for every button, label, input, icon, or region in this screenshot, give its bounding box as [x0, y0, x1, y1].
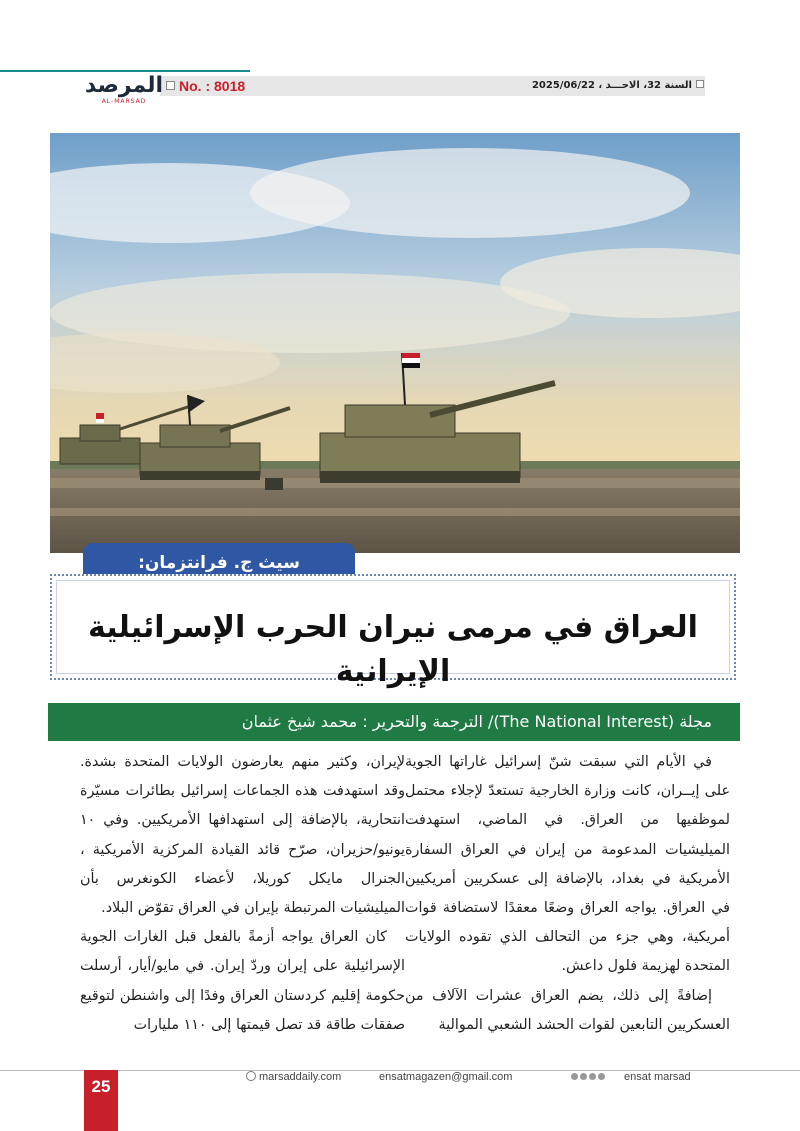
article-photo-iraqi-artillery: [50, 133, 740, 553]
youtube-icon[interactable]: [598, 1073, 605, 1080]
square-bullet-icon: [166, 81, 175, 90]
footer-email[interactable]: ensatmagazen@gmail.com: [379, 1071, 513, 1083]
issue-date: [532, 76, 704, 96]
article-column-right: [405, 748, 730, 1040]
author-name-tab: سيث ج. فرانتزمان:: [83, 543, 355, 583]
twitter-icon[interactable]: [580, 1073, 587, 1080]
instagram-icon[interactable]: [589, 1073, 596, 1080]
top-decorative-rule: [0, 70, 250, 72]
social-icons: [571, 1073, 605, 1080]
paragraph: لإيران، وكثير منهم يعارضون الولايات المتحدة بشدة. وقد استهدفت هذه الجماعات إسرائيل بطائرات مسيّرة انتحارية، بالإضافة إلى استهدافها الأمريكيين. وفي ١٠ يونيو/حزيران، صرّح قائد القيادة المركزية الأمريكية ، الجنرال مايكل كوريلا، لأعضاء الكونغرس بأن الميليشيات المرتبطة بإيران في العراق تقوّض البلاد.: [80, 754, 405, 917]
paragraph: في الأيام التي سبقت شنّ إسرائيل غاراتها الجوية على إيــران، كانت وزارة الخارجية تستعدّ لإجلاء محتمل لموظفيها من العراق. في الماضي، استهدفت الميليشيات المدعومة من إيران في العراق السفارة الأمريكية في بغداد، بالإضافة إلى عسكريين أمريكيين في العراق. يواجه العراق وضعًا معقدًا لاستضافة قوات أمريكية، وهي جزء من التحالف الذي تقوده الولايات المتحدة لهزيمة فلول داعش.: [405, 754, 730, 975]
paragraph: كان العراق يواجه أزمةً بالفعل قبل الغارات الجوية الإسرائيلية على إيران وردّ إيران. في مايو/أيار، أرسلت حكومة إقليم كردستان العراق وفدًا إلى واشنطن لتوقيع صفقات طاقة قد تصل قيمتها إلى ١١٠ مليارات: [80, 929, 405, 1033]
logo-subtitle: AL-MARSAD: [101, 98, 147, 105]
paragraph: إضافةً إلى ذلك، يضم العراق عشرات الآلاف من العسكريين التابعين لقوات الحشد الشعبي الموالية: [405, 987, 730, 1033]
facebook-icon[interactable]: [571, 1073, 578, 1080]
footer-website[interactable]: [246, 1071, 341, 1083]
issue-number-text: No. : 8018: [179, 78, 246, 94]
source-and-translator-bar: مجلة (The National Interest)/ الترجمة والتحرير : محمد شيخ عثمان: [48, 703, 740, 741]
page-number: 25: [84, 1070, 118, 1131]
issue-date-text: السنة 32، الاحـــد ، 2025/06/22: [531, 80, 692, 91]
title-frame: [50, 574, 736, 689]
issue-number: [166, 76, 245, 96]
article-title: العراق في مرمى نيران الحرب الإسرائيلية الإيرانية: [88, 610, 698, 689]
globe-icon: [246, 1071, 256, 1081]
logo-wordmark: المرصد: [84, 73, 164, 98]
website-text: marsaddaily.com: [259, 1071, 342, 1083]
footer-social-handle: ensat marsad: [624, 1071, 691, 1083]
magazine-logo: [84, 74, 164, 108]
square-bullet-icon: [696, 80, 704, 88]
article-column-left: [80, 748, 405, 1040]
